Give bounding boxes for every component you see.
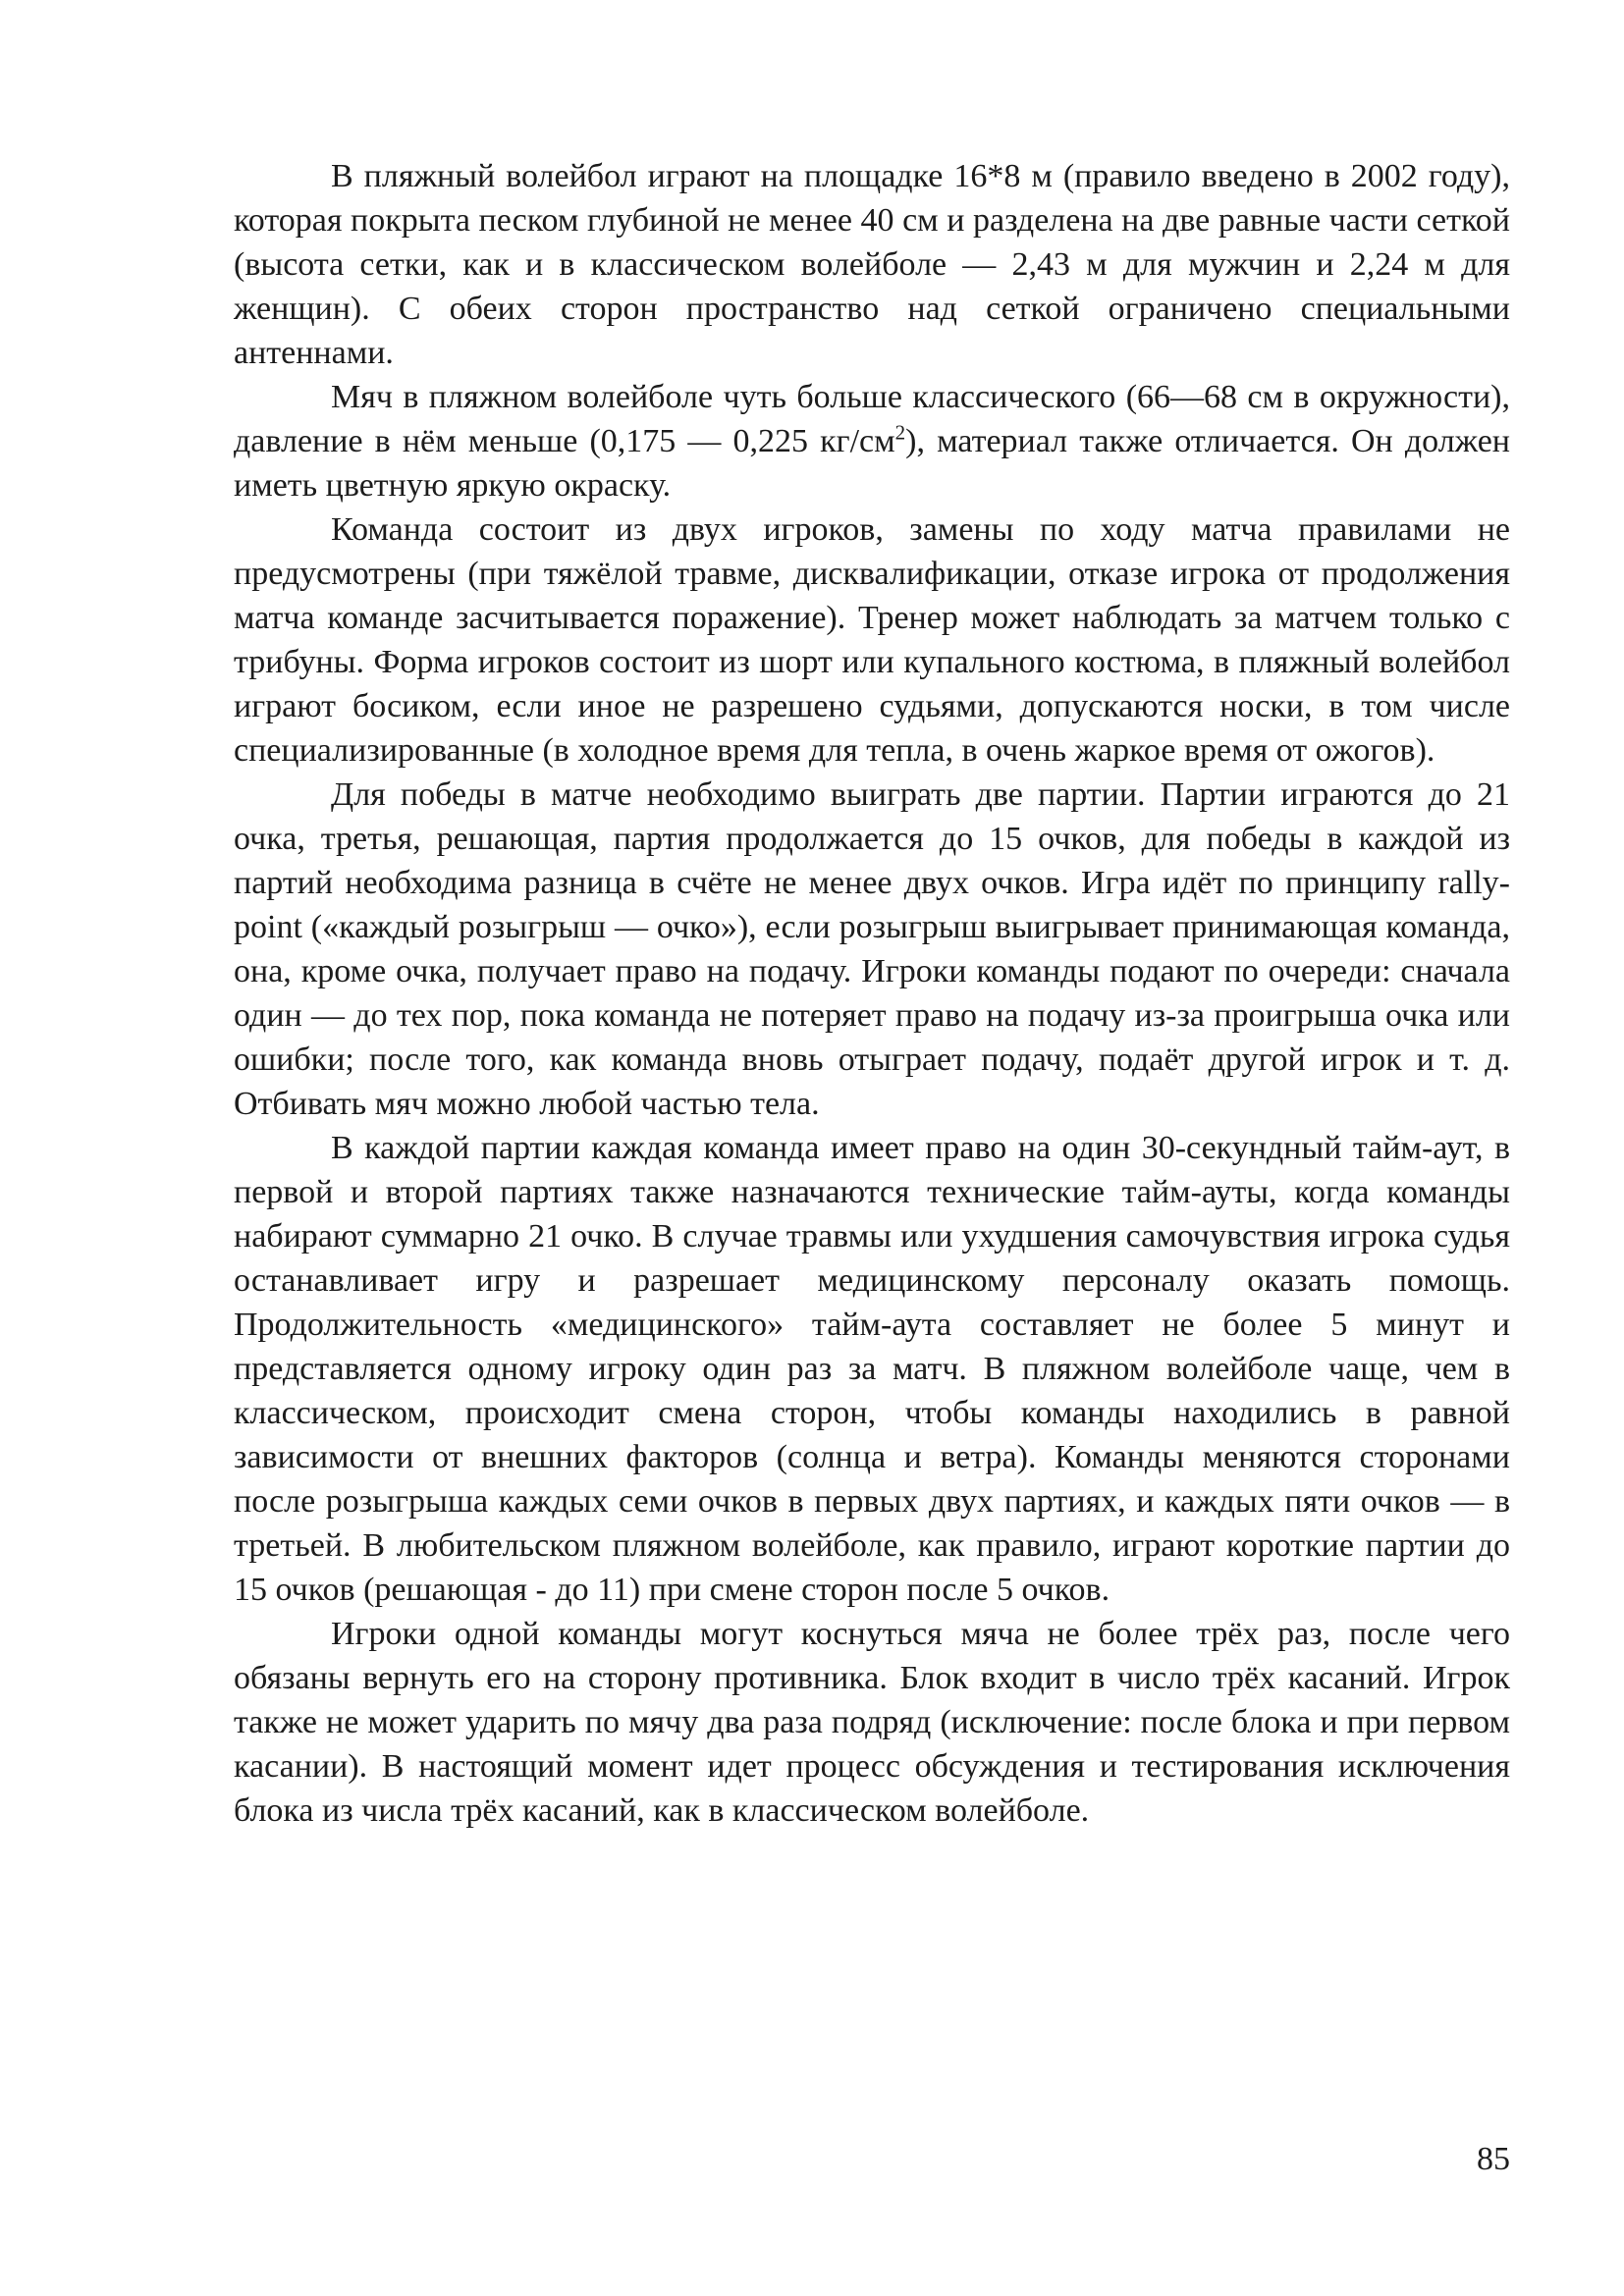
superscript-squared: 2 — [894, 420, 906, 445]
body-text — [234, 154, 1510, 1833]
paragraph-scoring: Для победы в матче необходимо выиграть две партии. Партии играются до 21 очка, третья, решающая, партия продолжается до 15 очков, для победы в каждой из партий необходима разница в счёте не менее двух очков. Игра идёт по принципу rally-point («каждый розыгрыш — очко»), если розыгрыш выигрывает принимающая команда, она, кроме очка, получает право на подачу. Игроки команды подают по очереди: сначала один — до тех пор, пока команда не потеряет право на подачу из-за проигрыша очка или ошибки; после того, как команда вновь отыграет подачу, подаёт другой игрок и т. д. Отбивать мяч можно любой частью тела. — [234, 776, 1510, 1122]
paragraph-ball-text-end: ), материал также отличается. Он должен иметь цветную яркую окраску. — [234, 423, 1510, 504]
paragraph-timeouts: В каждой партии каждая команда имеет право на один 30-секундный тайм-аут, в первой и второй партиях также назначаются технические тайм-ауты, когда команды набирают суммарно 21 очко. В случае травмы или ухудшения самочувствия игрока судья останавливает игру и разрешает медицинскому персоналу оказать помощь. Продолжительность «медицинского» тайм-аута составляет не более 5 минут и представляется одному игроку один раз за матч. В пляжном волейболе чаще, чем в классическом, происходит смена сторон, чтобы команды находились в равной зависимости от внешних факторов (солнца и ветра). Команды меняются сторонами после розыгрыша каждых семи очков в первых двух партиях, и каждых пяти очков — в третьей. В любительском пляжном волейболе, как правило, играют короткие партии до 15 очков (решающая - до 11) при смене сторон после 5 очков. — [234, 1130, 1510, 1608]
paragraph-touches: Игроки одной команды могут коснуться мяча не более трёх раз, после чего обязаны вернуть его на сторону противника. Блок входит в число трёх касаний. Игрок также не может ударить по мячу два раза подряд (исключение: после блока и при первом касании). В настоящий момент идет процесс обсуждения и тестирования исключения блока из числа трёх касаний, как в классическом волейболе. — [234, 1616, 1510, 1829]
paragraph-ball-text-start: Мяч в пляжном волейболе чуть больше классического (66—68 см в окружности), давление в нём меньше (0,175 — 0,225 кг/см — [234, 379, 1510, 459]
paragraph-court: В пляжный волейбол играют на площадке 16*8 м (правило введено в 2002 году), которая покрыта песком глубиной не менее 40 см и разделена на две равные части сеткой (высота сетки, как и в классическом волейболе — 2,43 м для мужчин и 2,24 м для женщин). С обеих сторон пространство над сеткой ограничено специальными антеннами. — [234, 158, 1510, 371]
paragraph-team: Команда состоит из двух игроков, замены по ходу матча правилами не предусмотрены (при тяжёлой травме, дисквалификации, отказе игрока от продолжения матча команде засчитывается поражение). Тренер может наблюдать за матчем только с трибуны. Форма игроков состоит из шорт или купального костюма, в пляжный волейбол играют босиком, если иное не разрешено судьями, допускаются носки, в том числе специализированные (в холодное время для тепла, в очень жаркое время от ожогов). — [234, 511, 1510, 769]
paragraph-ball — [234, 375, 1510, 507]
page-number: 85 — [1477, 2141, 1510, 2177]
